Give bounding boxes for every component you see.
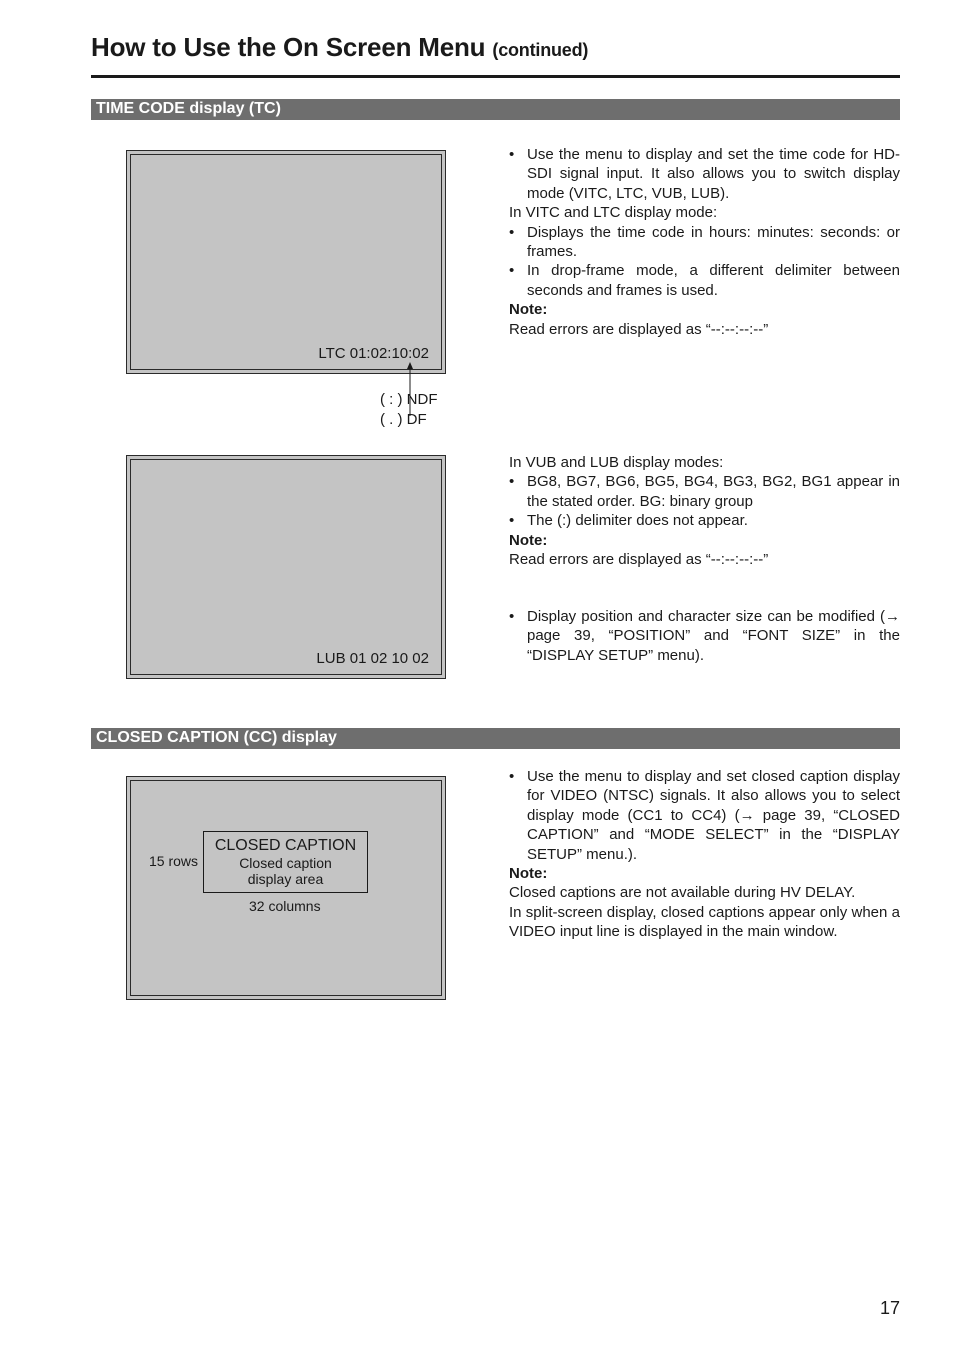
ltc-readout: LTC 01:02:10:02: [318, 345, 429, 362]
bullet-dot: •: [509, 223, 515, 241]
list-item-text: The (:) delimiter does not appear.: [527, 512, 748, 530]
tc-screen-ltc-inner: [130, 154, 442, 370]
bullet-dot: •: [509, 512, 515, 530]
list-item-text: In drop-frame mode, a different delimiter between seconds and frames is used.: [527, 262, 900, 299]
note-text: Read errors are displayed as “--:--:--:--”: [509, 551, 769, 569]
title-rule: [91, 75, 900, 78]
list-item-text: Display position and character size can be modified (→ page 39, “POSITION” and “FONT SIZE” in the “DISPLAY SETUP” menu).: [527, 608, 900, 664]
note-text: Closed captions are not available during HV DELAY.: [509, 884, 856, 902]
tc-screen-lub-inner: [130, 459, 442, 675]
df-label: ( . ) DF: [380, 411, 427, 428]
cc-display-area-box: [203, 831, 368, 893]
note-text: Read errors are displayed as “--:--:--:--”: [509, 320, 769, 338]
list-item: [509, 145, 900, 203]
tc-screen-lub: [126, 455, 446, 679]
page-title: [91, 32, 588, 63]
note-label: Note:: [509, 531, 548, 549]
note-label: Note:: [509, 865, 548, 883]
list-item-text: Use the menu to display and set closed caption display for VIDEO (NTSC) signals. It also allows you to select display mode (CC1 to CC4) (→ page 39, “CLOSED CAPTION” and “MODE SELECT” in the “DISPLAY SETUP” menu.).: [527, 768, 900, 863]
cc-description: [509, 767, 900, 942]
bullet-dot: •: [509, 146, 515, 163]
cc-box-title: CLOSED CAPTION: [214, 837, 357, 854]
page-title-continued: (continued): [492, 40, 589, 60]
tc-description-vitc-ltc: [509, 145, 900, 339]
ndf-label: ( : ) NDF: [380, 391, 438, 408]
list-item-text: Displays the time code in hours: minutes: seconds: or frames.: [527, 223, 900, 261]
note-text: In split-screen display, closed captions appear only when a VIDEO input line is displayed in the main window.: [509, 903, 900, 941]
cc-box-line2: display area: [247, 871, 324, 887]
cc-rows-label: 15 rows: [149, 853, 199, 869]
mode-heading: In VUB and LUB display modes:: [509, 454, 724, 471]
list-item-text: BG8, BG7, BG6, BG5, BG4, BG3, BG2, BG1 appear in the stated order. BG: binary group: [527, 473, 900, 510]
list-item: [509, 261, 900, 300]
section-heading-time-code: TIME CODE display (TC): [91, 99, 900, 120]
tc-screen-ltc: [126, 150, 446, 374]
bullet-dot: •: [509, 768, 515, 785]
page-title-text: How to Use the On Screen Menu: [91, 32, 486, 62]
tc-description-vub-lub: [509, 453, 900, 569]
list-item: [509, 511, 900, 530]
cc-columns-label: 32 columns: [249, 898, 321, 914]
mode-heading: In VITC and LTC display mode:: [509, 204, 718, 222]
bullet-dot: •: [509, 608, 515, 625]
bullet-dot: •: [509, 262, 515, 280]
lub-readout: LUB 01 02 10 02: [316, 650, 429, 667]
note-label: Note:: [509, 301, 548, 319]
page-number: 17: [879, 1298, 900, 1318]
list-item: [509, 223, 900, 262]
cc-box-line1: Closed caption: [239, 855, 332, 871]
tc-description-position: [509, 607, 900, 665]
bullet-dot: •: [509, 473, 515, 491]
list-item-text: Use the menu to display and set the time code for HD-SDI signal input. It also allows you to switch display mode (VITC, LTC, VUB, LUB).: [527, 146, 900, 202]
list-item: [509, 472, 900, 511]
list-item: [509, 767, 900, 864]
list-item: [509, 607, 900, 665]
section-heading-closed-caption: CLOSED CAPTION (CC) display: [91, 728, 900, 749]
